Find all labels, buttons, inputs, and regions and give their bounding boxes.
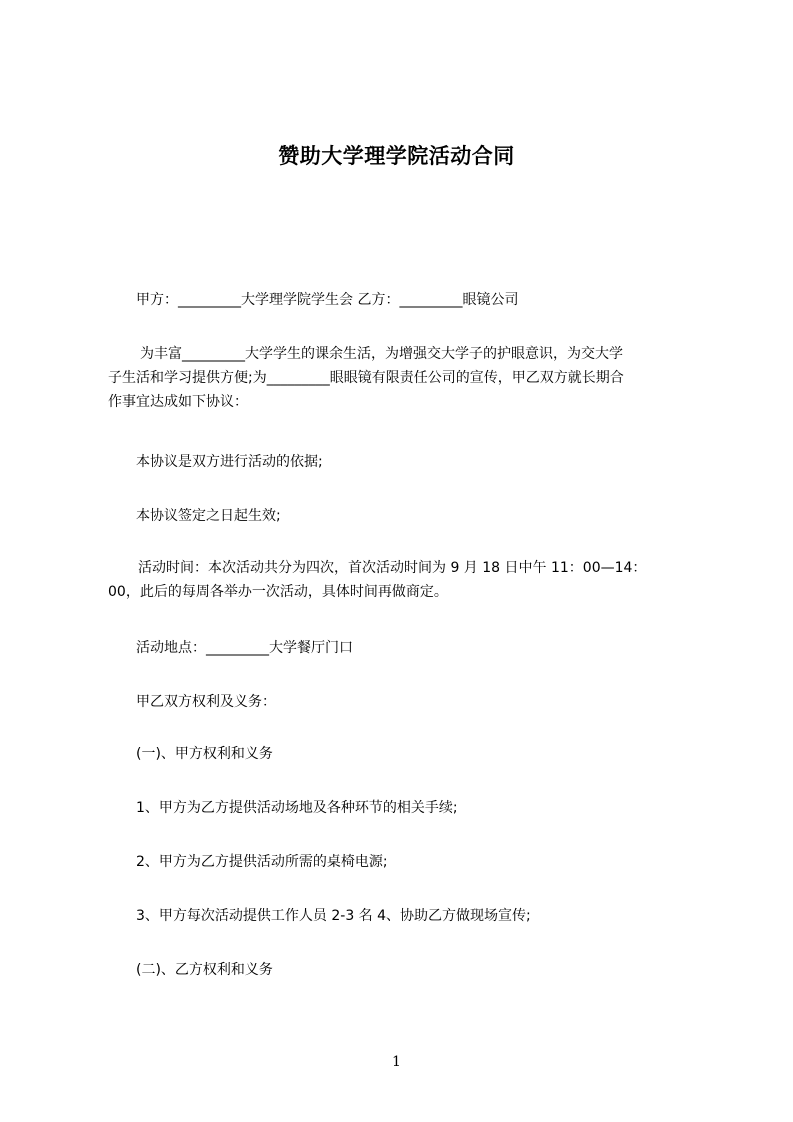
page-number: 1 <box>392 1054 401 1070</box>
intro-paragraph <box>108 342 708 414</box>
activity-time-line-2: 00，此后的每周各举办一次活动，具体时间再做商定。 <box>108 584 448 600</box>
party-a-heading: (一)、甲方权利和义务 <box>136 746 273 762</box>
parties-line: 甲方：_________大学理学院学生会 乙方：_________眼镜公司 <box>136 292 519 308</box>
activity-time-paragraph <box>108 556 708 604</box>
intro-line-3: 作事宜达成如下协议： <box>108 394 248 410</box>
document-title: 赞助大学理学院活动合同 <box>278 144 515 168</box>
activity-place: 活动地点：_________大学餐厅门口 <box>136 640 353 656</box>
party-a-item-1: 1、甲方为乙方提供活动场地及各种环节的相关手续; <box>136 800 458 816</box>
clause-basis: 本协议是双方进行活动的依据; <box>136 454 323 470</box>
rights-heading: 甲乙双方权利及义务： <box>136 694 276 710</box>
intro-line-1: 为丰富_________大学学生的课余生活，为增强交大学子的护眼意识，为交大学 <box>140 346 623 362</box>
party-a-item-2: 2、甲方为乙方提供活动所需的桌椅电源; <box>136 854 388 870</box>
activity-time-line-1: 活动时间：本次活动共分为四次，首次活动时间为 9 月 18 日中午 11：00—14： <box>138 560 647 576</box>
party-a-item-3: 3、甲方每次活动提供工作人员 2-3 名 4、协助乙方做现场宣传; <box>136 908 531 924</box>
clause-effective: 本协议签定之日起生效; <box>136 508 281 524</box>
party-b-heading: (二)、乙方权利和义务 <box>136 962 273 978</box>
intro-line-2: 子生活和学习提供方便;为_________眼眼镜有限责任公司的宣传，甲乙双方就长期合 <box>108 370 624 386</box>
